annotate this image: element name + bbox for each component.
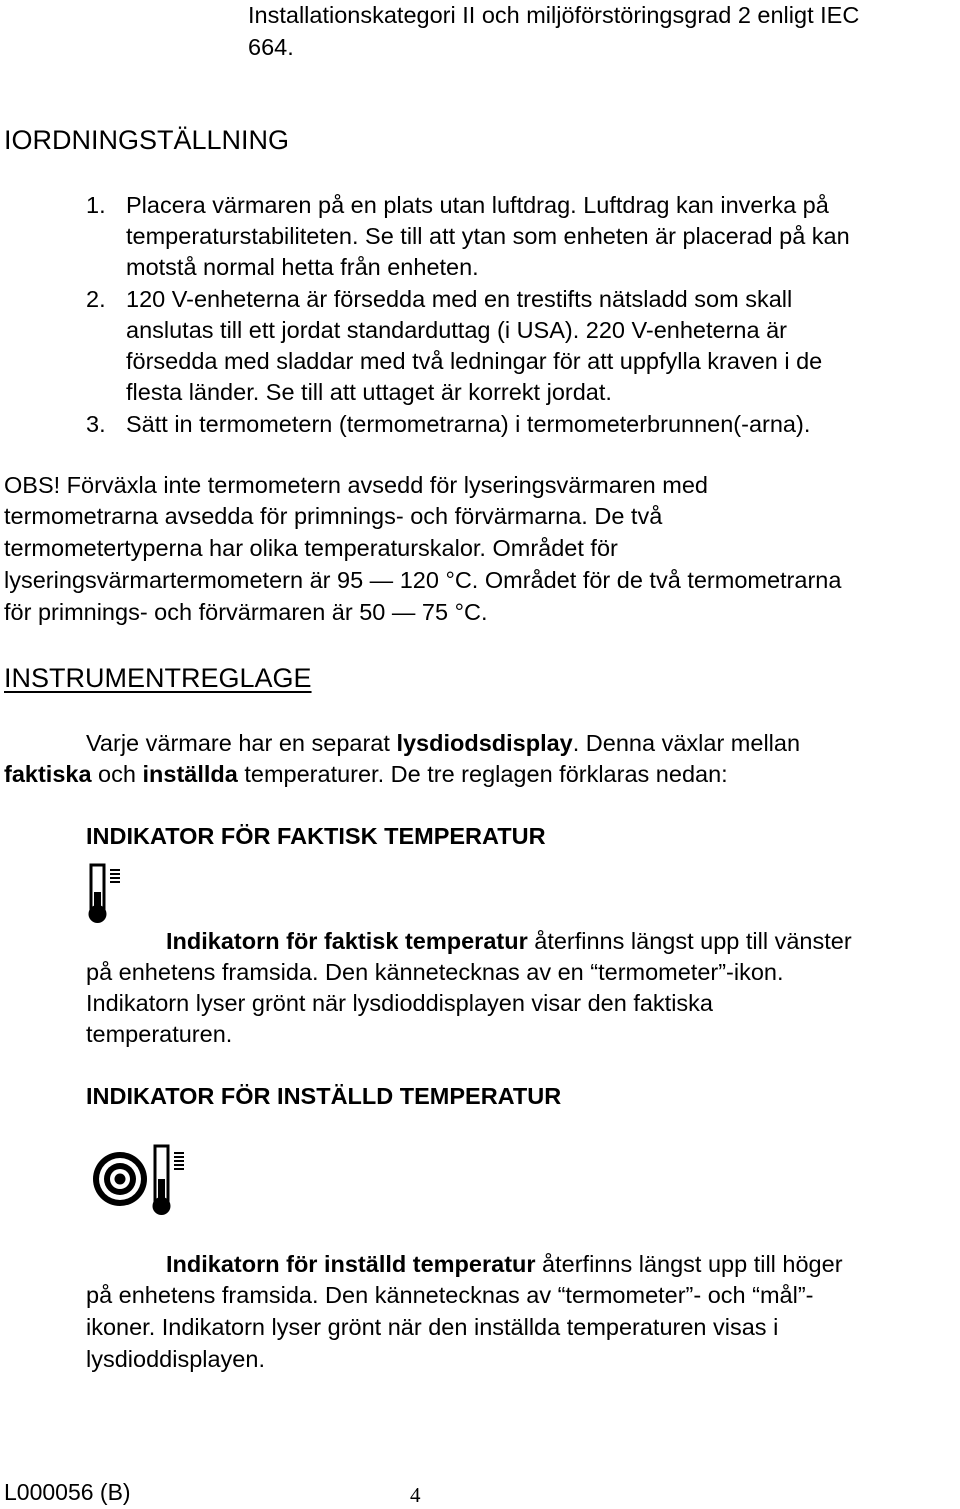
note-line: för primnings- och förvärmaren är 50 — 75 °C.: [4, 599, 488, 625]
list-item-line: Placera värmaren på en plats utan luftdrag. Luftdrag kan inverka på: [126, 192, 829, 218]
set-temp-text-line: på enhetens framsida. Den kännetecknas av “termometer”- och “mål”-: [86, 1282, 814, 1308]
note-line: termometertyperna har olika temperaturskalor. Området för: [4, 535, 618, 561]
set-temp-text-line: Indikatorn för inställd temperatur återfinns längst upp till höger: [166, 1251, 843, 1277]
list-item-line: Sätt in termometern (termometrarna) i termometerbrunnen(-arna).: [126, 411, 811, 437]
note-line: termometrarna avsedda för primnings- och förvärmarna. De två: [4, 503, 663, 529]
actual-temp-text-line: Indikatorn lyser grönt när lysdioddisplayen visar den faktiska: [86, 990, 713, 1016]
note-line: lyseringsvärmartermometern är 95 — 120 °C. Området för de två termometrarna: [4, 567, 842, 593]
actual-temp-heading: INDIKATOR FÖR FAKTISK TEMPERATUR: [86, 823, 546, 849]
list-number: 2.: [86, 286, 106, 312]
note-line: OBS! Förväxla inte termometern avsedd för lyseringsvärmaren med: [4, 472, 708, 498]
controls-paragraph-line: Varje värmare har en separat lysdiodsdisplay. Denna växlar mellan: [86, 730, 801, 756]
set-temp-text-line: ikoner. Indikatorn lyser grönt när den inställda temperaturen visas i: [86, 1314, 779, 1340]
list-item-line: försedda med sladdar med två ledningar för att uppfylla kraven i de: [126, 348, 823, 374]
actual-temp-text-line: Indikatorn för faktisk temperatur återfinns längst upp till vänster: [166, 928, 852, 954]
document-id: L000056 (B): [4, 1479, 131, 1505]
list-item-line: anslutas till ett jordat standarduttag (i USA). 220 V-enheterna är: [126, 317, 787, 343]
list-item-line: flesta länder. Se till att uttaget är korrekt jordat.: [126, 379, 612, 405]
intro-line: 664.: [248, 34, 294, 60]
controls-heading: INSTRUMENTREGLAGE: [4, 663, 312, 693]
list-item-line: 120 V-enheterna är försedda med en trestifts nätsladd som skall: [126, 286, 793, 312]
list-item-line: temperaturstabiliteten. Se till att ytan som enheten är placerad på kan: [126, 223, 850, 249]
page-number: 4: [410, 1483, 421, 1507]
target-icon: [90, 1149, 150, 1209]
list-number: 1.: [86, 192, 106, 218]
set-temp-text-line: lysdioddisplayen.: [86, 1346, 265, 1372]
intro-line: Installationskategori II och miljöförstöringsgrad 2 enligt IEC: [248, 2, 860, 28]
list-item-line: motstå normal hetta från enheten.: [126, 254, 479, 280]
actual-temp-text-line: temperaturen.: [86, 1021, 233, 1047]
actual-temp-text-line: på enhetens framsida. Den kännetecknas av en “termometer”-ikon.: [86, 959, 784, 985]
controls-paragraph-line: faktiska och inställda temperaturer. De tre reglagen förklaras nedan:: [4, 761, 728, 787]
list-number: 3.: [86, 411, 106, 437]
thermometer-icon: [152, 1143, 188, 1217]
setup-heading: IORDNINGSTÄLLNING: [4, 125, 290, 155]
thermometer-icon: [88, 862, 124, 924]
set-temp-heading: INDIKATOR FÖR INSTÄLLD TEMPERATUR: [86, 1083, 562, 1109]
